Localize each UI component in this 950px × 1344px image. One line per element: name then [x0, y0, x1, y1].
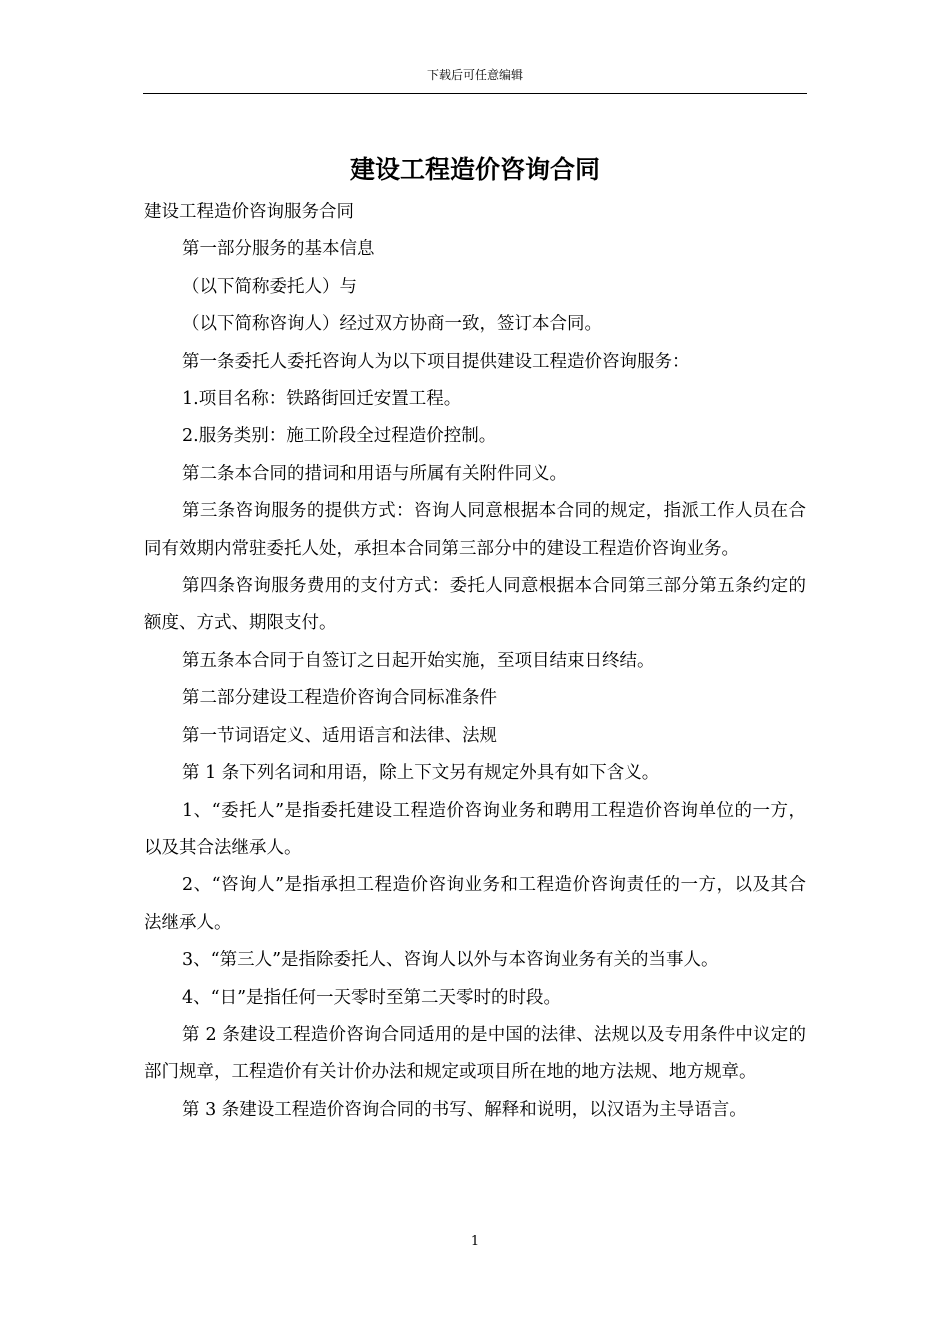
document-title: 建设工程造价咨询合同: [349, 155, 600, 184]
paragraph: 1、“委托人”是指委托建设工程造价咨询业务和聘用工程造价咨询单位的一方，以及其合法继承人。: [144, 800, 806, 858]
paragraph: 建设工程造价咨询服务合同: [144, 202, 354, 222]
paragraph: 第二部分建设工程造价咨询合同标准条件: [182, 688, 497, 709]
paragraph: 3、“第三人”是指除委托人、咨询人以外与本咨询业务有关的当事人。: [182, 950, 719, 971]
paragraph: 第 2 条建设工程造价咨询合同适用的是中国的法律、法规以及专用条件中议定的部门规章，工程造价有关计价办法和规定或项目所在地的地方法规、地方规章。: [144, 1024, 806, 1083]
paragraph: 第三条咨询服务的提供方式：咨询人同意根据本合同的规定，指派工作人员在合同有效期内常驻委托人处，承担本合同第三部分中的建设工程造价咨询业务。: [144, 501, 806, 559]
paragraph: 第二条本合同的措词和用语与所属有关附件同义。: [182, 463, 567, 484]
paragraph: 第一部分服务的基本信息: [182, 239, 375, 260]
page-number: 1: [470, 1234, 480, 1249]
paragraph: 第四条咨询服务费用的支付方式：委托人同意根据本合同第三部分第五条约定的额度、方式、期限支付。: [144, 576, 806, 634]
header-divider: [143, 93, 807, 94]
paragraph: 第 3 条建设工程造价咨询合同的书写、解释和说明，以汉语为主导语言。: [182, 1099, 747, 1120]
document-body: [144, 194, 806, 1129]
paragraph: （以下简称咨询人）经过双方协商一致，签订本合同。: [182, 314, 602, 335]
paragraph: 第一节词语定义、适用语言和法律、法规: [182, 725, 497, 746]
paragraph: 2.服务类别：施工阶段全过程造价控制。: [182, 426, 497, 447]
paragraph: 第 1 条下列名词和用语，除上下文另有规定外具有如下含义。: [182, 763, 660, 784]
header-note: 下载后可任意编辑: [426, 68, 523, 82]
paragraph: 第一条委托人委托咨询人为以下项目提供建设工程造价咨询服务：: [182, 351, 690, 372]
paragraph: 4、“日”是指任何一天零时至第二天零时的时段。: [182, 987, 562, 1008]
paragraph: 第五条本合同于自签订之日起开始实施，至项目结束日终结。: [182, 650, 655, 671]
paragraph: 1.项目名称：铁路街回迁安置工程。: [182, 389, 462, 410]
paragraph: 2、“咨询人”是指承担工程造价咨询业务和工程造价咨询责任的一方，以及其合法继承人。: [144, 875, 806, 933]
paragraph: （以下简称委托人）与: [182, 276, 357, 297]
